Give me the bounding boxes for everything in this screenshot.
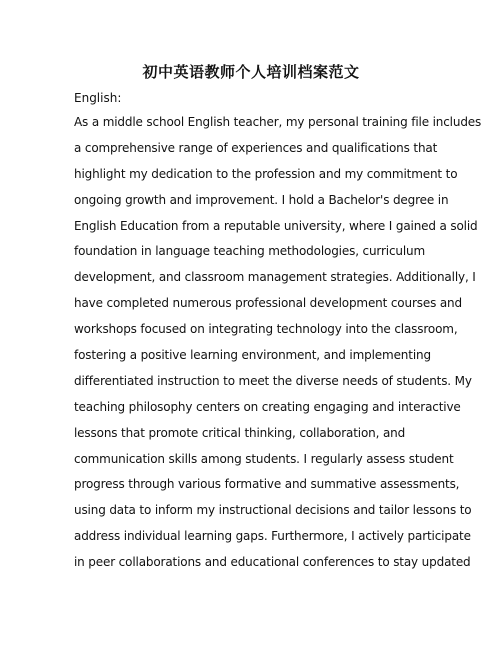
paragraph-line: in peer collaborations and educational conferences to stay updated (74, 555, 471, 570)
paragraph-line: progress through various formative and summative assessments, (74, 477, 460, 492)
paragraph-line: foundation in language teaching methodologies, curriculum (74, 244, 426, 259)
paragraph-line: As a middle school English teacher, my personal training file includes (74, 115, 482, 129)
paragraph-line: English Education from a reputable university, where I gained a solid (74, 218, 478, 233)
paragraph-line: ongoing growth and improvement. I hold a Bachelor's degree in (74, 192, 449, 207)
paragraph-line: fostering a positive learning environment, and implementing (74, 348, 431, 363)
paragraph-line: communication skills among students. I regularly assess student (74, 451, 454, 466)
paragraph-line: address individual learning gaps. Furthermore, I actively participate (74, 529, 471, 544)
paragraph-line: highlight my dedication to the profession and my commitment to (74, 166, 458, 181)
paragraph-line: workshops focused on integrating technology into the classroom, (74, 322, 458, 337)
paragraph-line: differentiated instruction to meet the diverse needs of students. My (74, 373, 472, 388)
paragraph-line: development, and classroom management strategies. Additionally, I (74, 270, 476, 285)
paragraph-line: lessons that promote critical thinking, collaboration, and (74, 425, 406, 440)
paragraph-line: using data to inform my instructional decisions and tailor lessons to (74, 503, 472, 518)
document-title: 初中英语教师个人培训档案范文 (142, 63, 360, 81)
body-paragraph (74, 110, 482, 576)
paragraph-line: have completed numerous professional development courses and (74, 296, 462, 311)
paragraph-line: teaching philosophy centers on creating engaging and interactive (74, 399, 461, 414)
language-label: English: (74, 91, 122, 105)
paragraph-line: a comprehensive range of experiences and qualifications that (74, 140, 438, 155)
